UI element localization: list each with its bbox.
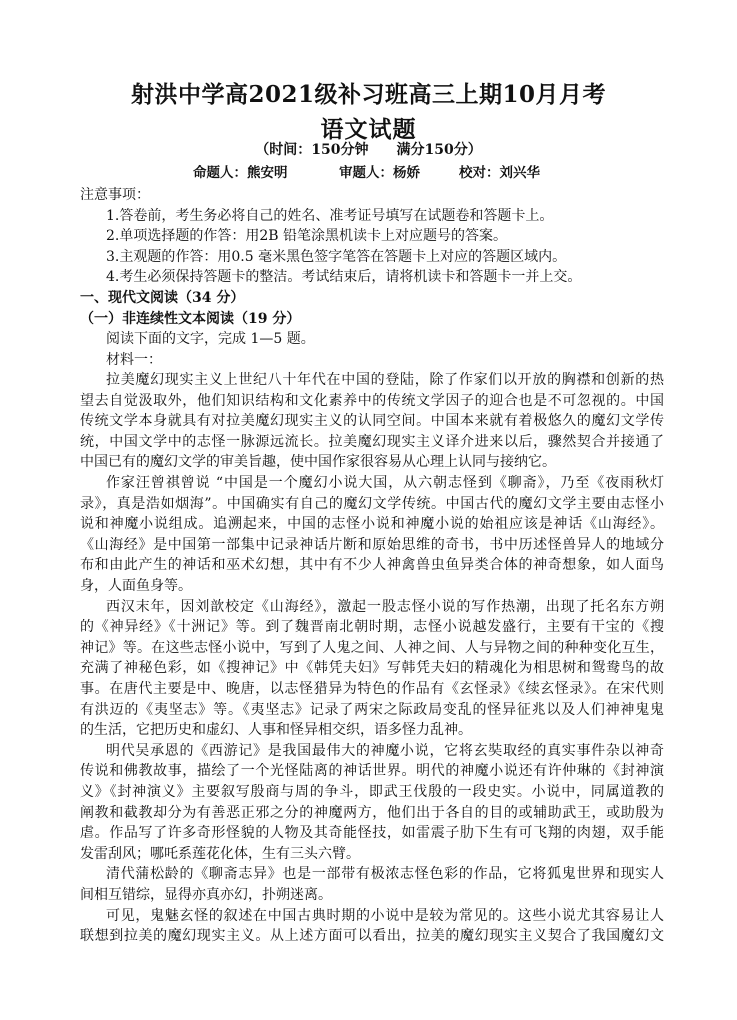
section-heading: 一、现代文阅读（34 分） xyxy=(80,290,245,306)
body-line: 统，中国文学中的志怪一脉源远流长。拉美魔幻现实主义译介进来以后，骤然契合并接通了 xyxy=(80,434,664,450)
notes-heading: 注意事项： xyxy=(80,187,150,203)
note-item: 4.考生必须保持答题卡的整洁。考试结束后，请将机读卡和答题卡一并上交。 xyxy=(106,269,582,285)
body-line: 事。在唐代主要是中、晚唐，以志怪猎异为特色的作品有《玄怪录》《续玄怪录》。在宋代则 xyxy=(80,681,664,697)
body-line: 《山海经》是中国第一部集中记录神话片断和原始思维的奇书，书中历述怪兽异人的地域分 xyxy=(80,537,664,553)
body-line: 充满了神秘色彩，如《搜神记》中《韩凭夫妇》写韩凭夫妇的精魂化为相思树和鸳鸯鸟的故 xyxy=(80,660,664,676)
body-line: 发雷刮风；哪吒系莲花化体，生有三头六臂。 xyxy=(80,846,360,862)
body-line: 传统文学本身就具有对拉美魔幻现实主义的认同空间。中国本来就有着极悠久的魔幻文学传 xyxy=(80,413,664,429)
exam-info: （时间：150分钟 满分150分） xyxy=(255,142,482,158)
body-line: 传说和佛教故事，描绘了一个光怪陆离的神话世界。明代的神魔小说还有许仲琳的《封神演 xyxy=(80,763,664,779)
body-line: 可见，鬼魅玄怪的叙述在中国古典时期的小说中是较为常见的。这些小说尤其容易让人 xyxy=(106,908,664,924)
body-line: 明代吴承恩的《西游记》是我国最伟大的神魔小说，它将玄奘取经的真实事件杂以神奇 xyxy=(106,743,664,759)
body-line: 中国已有的魔幻文学的审美旨趣，使中国作家很容易从心理上认同与接纳它。 xyxy=(80,454,556,470)
body-line: 阐教和截教却分为有善恶正邪之分的神魔两方，他们出于各自的目的或辅助武王，或助殷为 xyxy=(80,805,664,821)
body-line: 神记》等。在这些志怪小说中，写到了人鬼之间、人神之间、人与异物之间的种种变化互生， xyxy=(80,640,664,656)
body-line: 有洪迈的《夷坚志》等。《夷坚志》记录了两宋之际政局变乱的怪异征兆以及人们神神鬼鬼 xyxy=(80,702,664,718)
body-line: 说和神魔小说组成。追溯起来，中国的志怪小说和神魔小说的始祖应该是神话《山海经》。 xyxy=(80,516,664,532)
body-line: 望去自觉汲取外，他们知识结构和文化素养中的传统文学因子的迎合也是不可忽视的。中国 xyxy=(80,393,664,409)
material-label: 材料一： xyxy=(106,352,162,368)
body-line: 清代蒲松龄的《聊斋志异》也是一部带有极浓志怪色彩的作品，它将狐鬼世界和现实人 xyxy=(106,866,664,882)
setter-label: 命题人：熊安明 xyxy=(193,165,288,181)
note-item: 1.答卷前，考生务必将自己的姓名、准考证号填写在试题卷和答题卡上。 xyxy=(106,208,554,224)
body-line: 间相互错综，显得亦真亦幻，扑朔迷离。 xyxy=(80,887,332,903)
proofreader-label: 校对：刘兴华 xyxy=(459,165,540,181)
reading-instruction: 阅读下面的文字，完成 1—5 题。 xyxy=(106,331,315,347)
exam-title: 射洪中学高2021级补习班高三上期10月月考 xyxy=(130,81,607,108)
body-line: 布和由此产生的神话和巫术幻想，其中有不少人神禽兽虫鱼异类合体的神奇想象，如人面鸟 xyxy=(80,557,664,573)
body-line: 拉美魔幻现实主义上世纪八十年代在中国的登陆，除了作家们以开放的胸襟和创新的热 xyxy=(106,372,664,388)
body-line: 作家汪曾祺曾说 “中国是一个魔幻小说大国，从六朝志怪到《聊斋》，乃至《夜雨秋灯 xyxy=(106,475,664,491)
body-line: 西汉末年，因刘歆校定《山海经》，激起一股志怪小说的写作热潮，出现了托名东方朔 xyxy=(106,599,664,615)
body-line: 身，人面鱼身等。 xyxy=(80,578,192,594)
body-line: 义》《封神演义》主要叙写殷商与周的争斗，即武王伐殷的一段史实。小说中，同属道教的 xyxy=(80,784,664,800)
note-item: 3.主观题的作答：用0.5 毫米黑色签字笔答在答题卡上对应的答题区域内。 xyxy=(106,249,567,265)
sub-section-heading: （一）非连续性文本阅读（19 分） xyxy=(80,311,301,327)
body-line: 虐。作品写了许多奇形怪貌的人物及其奇能怪技，如雷震子肋下生有可飞翔的肉翅，双手能 xyxy=(80,825,664,841)
body-line: 的《神异经》《十洲记》等。到了魏晋南北朝时期，志怪小说越发盛行，主要有干宝的《搜 xyxy=(80,619,664,635)
body-line: 联想到拉美的魔幻现实主义。从上述方面可以看出，拉美的魔幻现实主义契合了我国魔幻文 xyxy=(80,928,664,944)
exam-subtitle: 语文试题 xyxy=(320,116,417,143)
body-line: 的生活，它把历史和虚幻、人事和怪异相交织，语多怪力乱神。 xyxy=(80,722,472,738)
body-line: 录》，真是浩如烟海”。中国确实有自己的魔幻文学传统。中国古代的魔幻文学主要由志怪小 xyxy=(80,496,664,512)
reviewer-label: 审题人：杨娇 xyxy=(339,165,420,181)
note-item: 2.单项选择题的作答：用2B 铅笔涂黑机读卡上对应题号的答案。 xyxy=(106,228,508,244)
